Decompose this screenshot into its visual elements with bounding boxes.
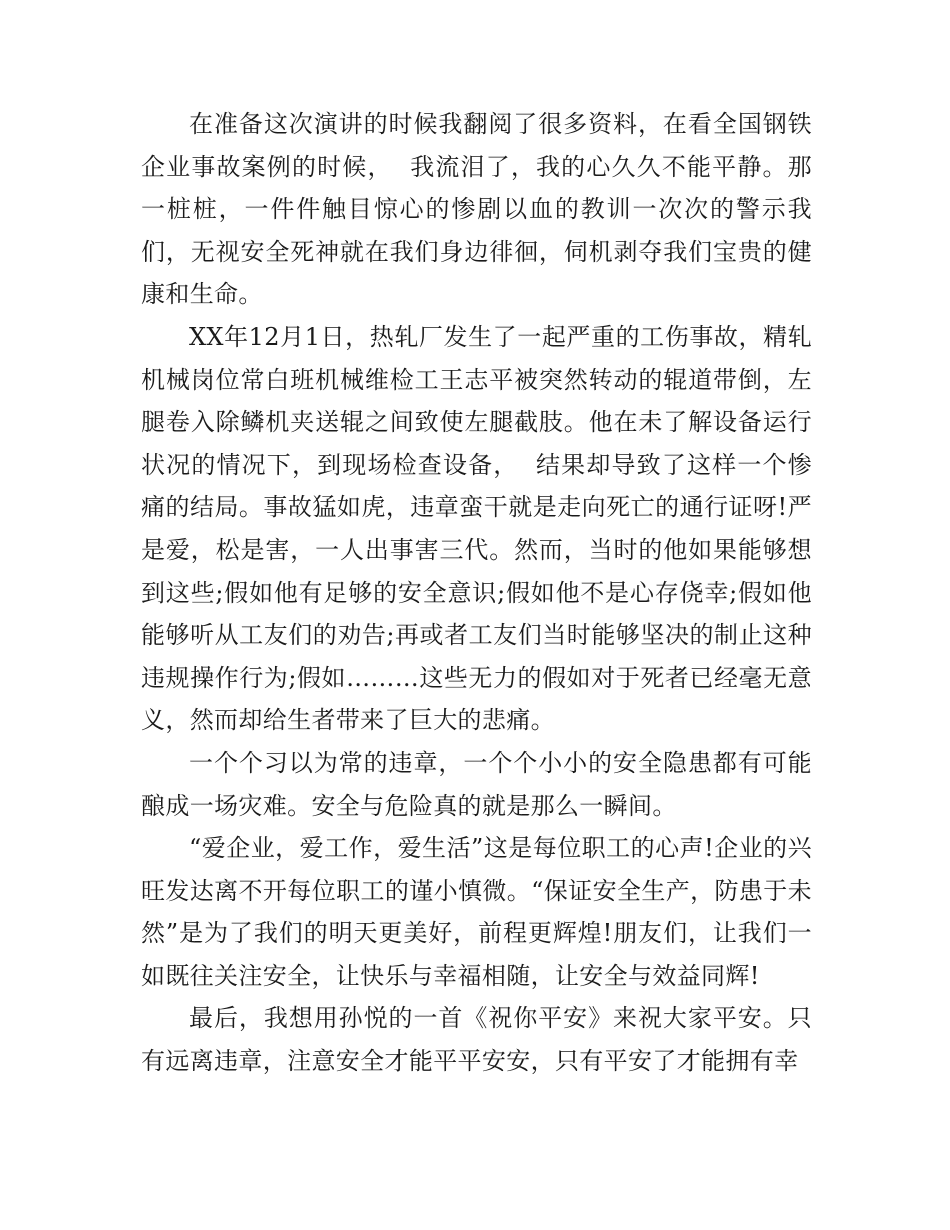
paragraph-1: 在准备这次演讲的时候我翻阅了很多资料，在看全国钢铁企业事故案例的时候， 我流泪了，我的心久久不能平静。那一桩桩，一件件触目惊心的惨剧以血的教训一次次的警示我们，无视安全死神就在我们身边徘徊，伺机剥夺我们宝贵的健康和生命。: [141, 110, 812, 309]
paragraph-3: 一个个习以为常的违章，一个个小小的安全隐患都有可能酿成一场灾难。安全与危险真的就是那么一瞬间。: [141, 748, 812, 820]
paragraph-4: “爱企业，爱工作，爱生活”这是每位职工的心声!企业的兴旺发达离不开每位职工的谨小慎微。“保证安全生产，防患于未然”是为了我们的明天更美好，前程更辉煌!朋友们，让我们一如既往关注安全，让快乐与幸福相随，让安全与效益同辉!: [141, 834, 812, 990]
paragraph-5: 最后，我想用孙悦的一首《祝你平安》来祝大家平安。只有远离违章，注意安全才能平平安安，只有平安了才能拥有幸: [141, 1004, 812, 1076]
paragraph-2: XX年12月1日，热轧厂发生了一起严重的工伤事故，精轧机械岗位常白班机械维检工王志平被突然转动的辊道带倒，左腿卷入除鳞机夹送辊之间致使左腿截肢。他在未了解设备运行状况的情况下，到现场检查设备， 结果却导致了这样一个惨痛的结局。事故猛如虎，违章蛮干就是走向死亡的通行证呀!严是爱，松是害，一人出事害三代。然而，当时的他如果能够想到这些;假如他有足够的安全意识;假如他不是心存侥幸;假如他能够听从工友们的劝告;再或者工友们当时能够坚决的制止这种违规操作行为;假如………这些无力的假如对于死者已经毫无意义，然而却给生者带来了巨大的悲痛。: [141, 322, 812, 735]
